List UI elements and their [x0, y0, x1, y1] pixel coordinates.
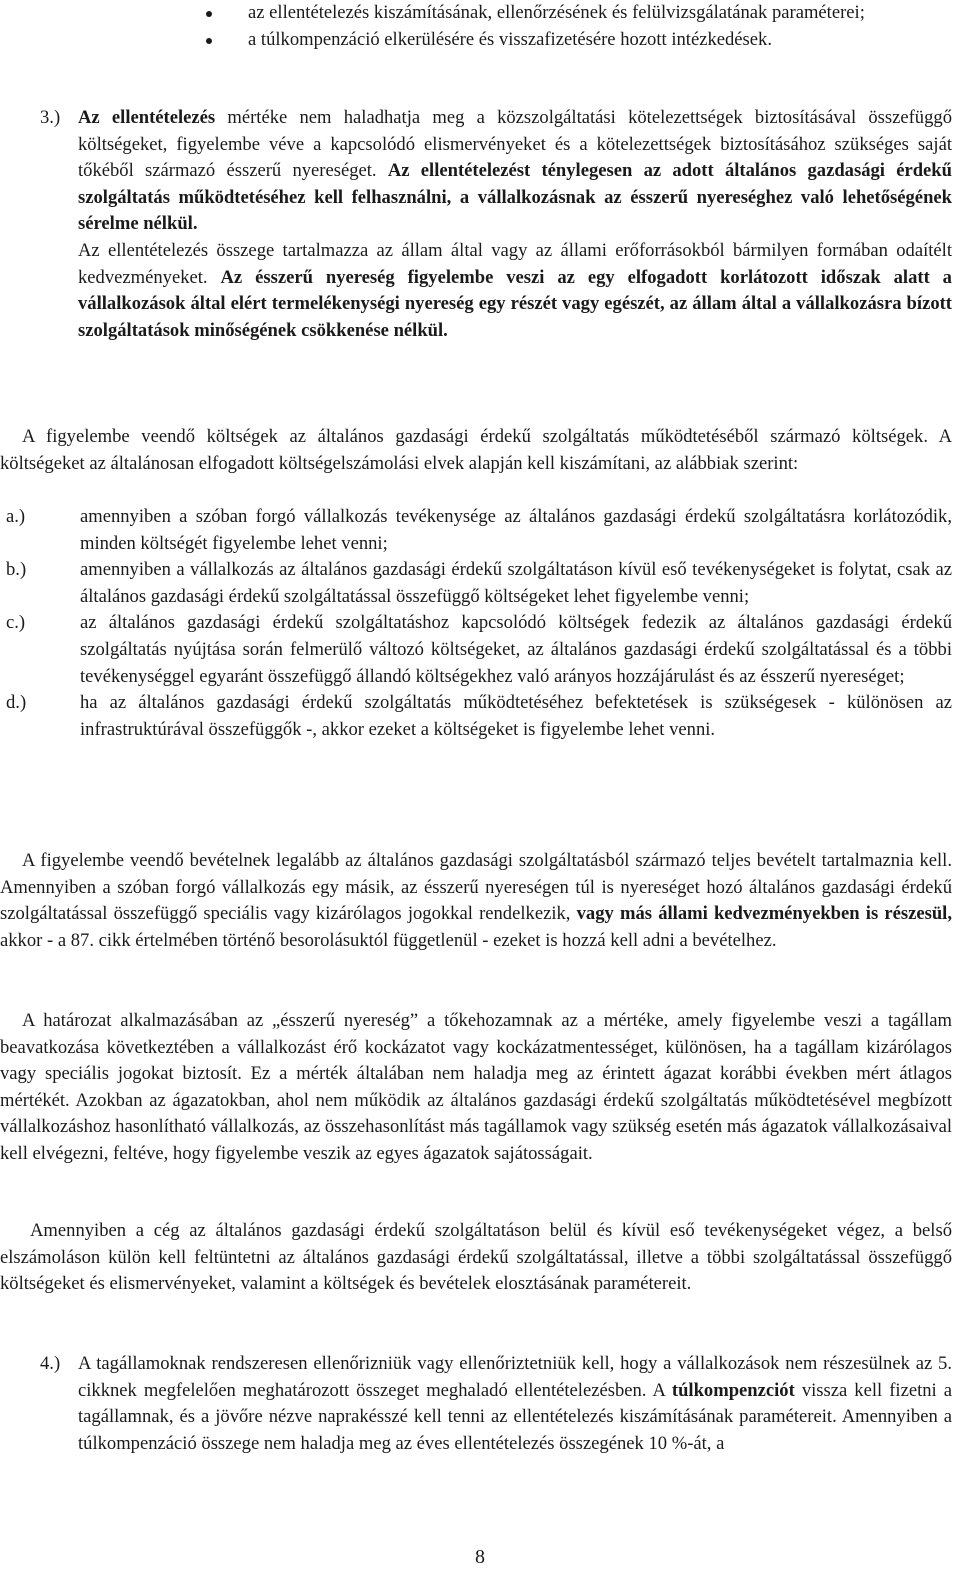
bullet-item — [206, 0, 952, 27]
paragraph-text: Az ellentételezés összege tartalmazza az állam által vagy az állami erőforrásokból bármilyen formában odaítélt kedvezményeket. — [78, 239, 952, 288]
list-label: d.) — [6, 692, 27, 714]
list-label: b.) — [6, 559, 27, 581]
list-label: c.) — [6, 612, 26, 634]
list-text: az általános gazdasági érdekű szolgáltatáshoz kapcsolódó költségek fedezik az általános gazdasági érdekű szolgáltatás nyújtása során felmerülő változó költségeket, az általános gazdasági érdekű szolgáltatással és a többi tevékenységgel egyaránt összefüggő állandó költségekhez való arányos hozzájárulást és az ésszerű nyereséget; — [80, 612, 952, 687]
bold-phrase: Az ésszerű nyereség figyelembe veszi az egy elfogadott korlátozott időszak alatt a vállalkozások által elért termelékenységi nyereség egy részét vagy egészét, az állam által a vállalkozásra bízott szolgáltatások minőségének csökkenése nélkül. — [78, 266, 952, 341]
section-3-body — [78, 105, 952, 344]
bullet-text: a túlkompenzáció elkerülésére és visszafizetésére hozott intézkedések. — [248, 28, 772, 50]
bold-phrase: túlkompenzciót — [671, 1379, 795, 1401]
costs-intro — [0, 424, 952, 477]
paragraph-text: akkor - a 87. cikk értelmében történő besorolásuktól függetlenül - ezeket is hozzá kell adni a bevételhez. — [0, 929, 777, 951]
section-3-paragraph-1 — [78, 105, 952, 238]
list-item — [0, 610, 952, 690]
paragraph-text: vissza kell fizetni a tagállamnak, és a jövőre nézve naprakésszé kell tenni az ellentételezés kiszámításának paramétereit. Amennyiben a túlkompenzáció összege nem haladja meg az éves ellentételezés összegének 10 %-át, a — [78, 1379, 952, 1454]
paragraph-text: mértéke nem haladhatja meg a közszolgáltatási kötelezettségek biztosításával összefüggő költségeket, figyelembe véve a kapcsolódó elismervényeket és a kötelezettségek biztosításához szükséges saját tőkéből származó ésszerű nyereséget. — [78, 107, 952, 182]
paragraph-text: A figyelembe veendő költségek az általános gazdasági érdekű szolgáltatás működtetéséből származó költségek. A költségeket az általánosan elfogadott költségelszámolási elvek alapján kell kiszámítani, az alábbiak szerint: — [0, 426, 952, 474]
list-label: a.) — [6, 506, 26, 527]
costs-list — [0, 504, 952, 743]
bold-phrase: Az ellentételezést ténylegesen az adott általános gazdasági érdekű szolgáltatás működtetéséhez kell felhasználni, a vállalkozásnak az ésszerű nyereséghez való lehetőségének sérelme nélkül. — [78, 160, 952, 235]
paragraph-text: Amennyiben a cég az általános gazdasági érdekű szolgáltatáson belül és kívül eső tevékenységeket végez, a belső elszámoláson külön kell feltüntetni az általános gazdasági érdekű szolgáltatással, illetve a többi szolgáltatással összefüggő költségeket és elismervényeket, valamint a költségek és bevételek elosztásának paramétereit. — [0, 1220, 952, 1295]
paragraph-text: A határozat alkalmazásában az „ésszerű nyereség” a tőkehozamnak az a mértéke, amely figyelembe veszi a tagállam beavatkozása következtében a vállalkozást érő kockázatot vagy kockázatmentességet, különösen, ha a tagállam kizárólagos vagy speciális jogokat biztosít. Ez a mérték általában nem haladja meg az érintett ágazat korábbi években mért átlagos mértékét. Azokban az ágazatokban, ahol nem működik az általános gazdasági érdekű szolgáltatás működtetésével megbízott vállalkozáshoz hasonlítható vállalkozás, az összehasonlítást más tagállamok vagy szükség esetén más ágazatok vállalkozásaival kell elvégezni, feltéve, hogy figyelembe veszik az egyes ágazatok sajátosságait. — [0, 1010, 952, 1164]
paragraph-text: A figyelembe veendő bevételnek legalább az általános gazdasági szolgáltatásból származó teljes bevételt tartalmaznia kell. Amennyiben a szóban forgó vállalkozás egy másik, az ésszerű nyereségen túl is nyereséget hozó általános gazdasági érdekű szolgáltatással összefüggő speciális vagy kizárólagos jogokkal rendelkezik, — [0, 850, 952, 925]
section-4 — [40, 1351, 952, 1457]
bold-phrase: Az ellentételezés — [78, 107, 216, 128]
bullet-dot-icon — [206, 38, 212, 44]
section-4-body — [78, 1351, 952, 1457]
bold-phrase: vagy más állami kedvezményekben is részesül, — [576, 903, 952, 925]
list-item — [0, 690, 952, 743]
paragraph-text: A tagállamoknak rendszeresen ellenőrizniük vagy ellenőriztetniük kell, hogy a vállalkozások nem részesülnek az 5. cikknek megfelelően meghatározott összeget meghaladó ellentételezésben. A — [78, 1353, 952, 1401]
list-text: amennyiben a vállalkozás az általános gazdasági érdekű szolgáltatáson kívül eső tevékenységeket is folytat, csak az általános gazdasági érdekű szolgáltatással összefüggő költségeket lehet figyelembe venni; — [80, 559, 952, 607]
reasonable-profit-paragraph — [0, 1008, 952, 1168]
bullet-item — [206, 27, 952, 54]
section-3-paragraph-2 — [78, 238, 952, 344]
bullet-text: az ellentételezés kiszámításának, ellenőrzésének és felülvizsgálatának paraméterei; — [248, 2, 865, 23]
section-number: 3.) — [40, 107, 61, 128]
bullet-dot-icon — [206, 11, 212, 17]
list-text: ha az általános gazdasági érdekű szolgáltatás működtetéséhez befektetések is szükségesek - különösen az infrastruktúrával összefüggők -, akkor ezeket a költségeket is figyelembe lehet venni. — [80, 692, 952, 740]
section-number: 4.) — [40, 1353, 61, 1374]
page-number: 8 — [475, 1546, 485, 1568]
list-text: amennyiben a szóban forgó vállalkozás tevékenysége az általános gazdasági érdekű szolgáltatásra korlátozódik, minden költségét figyelembe lehet venni; — [80, 506, 952, 554]
bullet-list — [206, 0, 952, 53]
list-item — [0, 504, 952, 557]
section-3 — [40, 105, 952, 344]
separation-paragraph — [0, 1218, 952, 1298]
revenue-paragraph — [0, 848, 952, 954]
list-item — [0, 557, 952, 610]
